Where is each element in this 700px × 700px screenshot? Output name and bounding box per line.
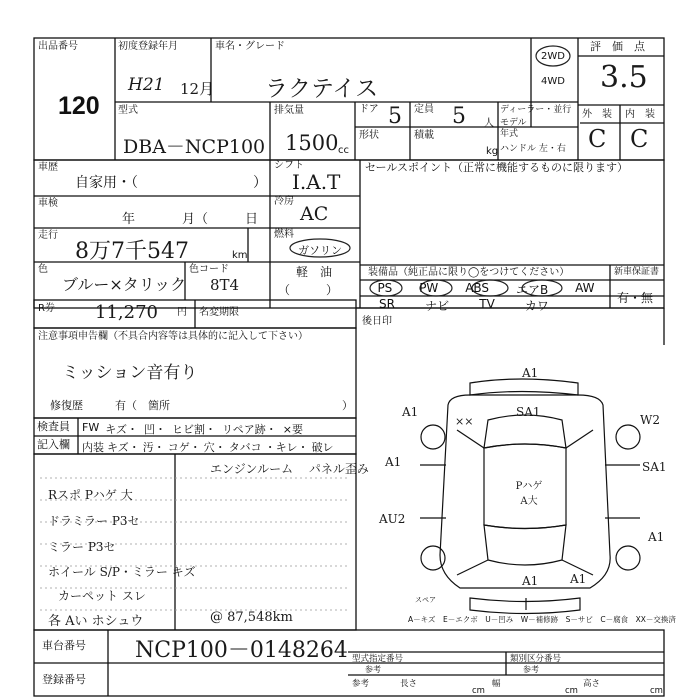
reference-label-3: 参考 xyxy=(352,679,370,689)
inspector-note-8: @ 87,548km xyxy=(210,610,293,625)
model-code: DBA－NCP100 xyxy=(123,136,266,158)
spare-label: スペア xyxy=(415,596,436,604)
fw-label: FW xyxy=(82,421,100,434)
chassis-number-label: 車台番号 xyxy=(42,639,86,652)
inspector-label: 検査員 xyxy=(37,420,70,433)
lot-number: 120 xyxy=(58,92,100,120)
interior-grade: C xyxy=(630,125,649,153)
rating-label: 評 価 点 xyxy=(590,40,645,53)
length-unit: cm xyxy=(472,686,485,696)
displacement-label: 排気量 xyxy=(274,105,304,116)
history-label: 車歴 xyxy=(38,162,58,173)
repair-history-label: 修復歴 xyxy=(50,399,83,412)
drive-2wd: 2WD xyxy=(541,51,565,62)
load-label: 積載 xyxy=(414,130,434,141)
interior-hole: 穴・ xyxy=(203,441,226,454)
recycle-amount: 11,270 xyxy=(95,302,158,323)
name-period-label: 名変期限 xyxy=(199,307,239,318)
car-grade-label: 車名・グレード xyxy=(215,41,285,52)
equipment-ps: PS xyxy=(377,281,393,295)
equipment-abs: ABS xyxy=(465,281,490,295)
defect-legend: A－キズ E－エクボ U－凹み W－補修跡 S－サビ C－腐食 XX－交換済 xyxy=(408,615,676,624)
diagram-mark-rear-right: A1 xyxy=(570,572,587,586)
fuel-other: （ ） xyxy=(278,283,339,297)
width-unit: cm xyxy=(565,686,578,696)
exterior-grade: C xyxy=(588,125,607,153)
notes-header: 注意事項申告欄（不具合内容等は具体的に記入して下さい） xyxy=(38,331,308,342)
aircon-value: AC xyxy=(300,203,329,225)
doors-value: 5 xyxy=(388,104,402,129)
shape-label: 形状 xyxy=(359,130,379,141)
diagram-mark-left-front: A1 xyxy=(402,405,419,419)
color-code-value: 8T4 xyxy=(210,276,240,294)
people-unit: 人 xyxy=(484,118,494,129)
inspection-day: 日 xyxy=(245,212,259,227)
equipment-navi: ナビ xyxy=(425,299,450,313)
aircon-label: 冷房 xyxy=(274,196,294,207)
interior-tear: 破レ xyxy=(311,441,334,454)
class-number-label: 類別区分番号 xyxy=(510,654,562,664)
recycle-label: R券 xyxy=(38,303,55,314)
fw-crack: ヒビ割・ xyxy=(172,423,216,436)
cc-unit: cc xyxy=(338,145,349,156)
diagram-mark-right-front: W2 xyxy=(640,413,660,427)
entry-label: 記入欄 xyxy=(37,438,70,451)
diagram-mark-roof: PハゲA大 xyxy=(515,481,543,507)
equipment-pw: PW xyxy=(419,281,439,295)
doors-label: ドア xyxy=(359,104,379,115)
score: 3.5 xyxy=(600,60,648,95)
interior-label-cell: 内装 xyxy=(82,441,104,454)
equipment-row-1 xyxy=(364,281,608,298)
sales-point-label: セールスポイント（正常に機能するものに限ります） xyxy=(365,161,629,174)
warranty-label: 新車保証書 xyxy=(614,267,660,277)
model-year-label: モデル 年式 xyxy=(500,118,527,139)
diagram-mark-left-rear: AU2 xyxy=(379,512,406,526)
diagram-mark-left-door: A1 xyxy=(385,455,402,469)
color-code-label: 色コード xyxy=(189,264,229,275)
inspection-label: 車検 xyxy=(38,198,58,209)
capacity-value: 5 xyxy=(452,104,466,129)
mileage-value: 8万7千547 xyxy=(75,239,189,264)
fw-legend-row xyxy=(82,421,303,437)
history-value: 自家用・（ xyxy=(75,175,138,191)
displacement-value: 1500 xyxy=(285,131,339,155)
yen-unit: 円 xyxy=(177,307,187,318)
drive-4wd: 4WD xyxy=(541,76,565,87)
notes-handwritten: ミッション音有り xyxy=(62,363,198,383)
equipment-tv: TV xyxy=(479,297,495,311)
fuel-label: 燃料 xyxy=(274,229,294,240)
equipment-sr: SR xyxy=(379,297,396,311)
exterior-label: 外 装 xyxy=(582,109,612,120)
repair-location-label: 箇所 xyxy=(148,399,170,412)
equipment-airbag: エアB xyxy=(515,283,549,297)
width-label: 幅 xyxy=(492,679,501,689)
shift-label: シフト xyxy=(274,160,304,171)
length-label: 長さ xyxy=(400,679,418,689)
fuel-diesel: 軽 油 xyxy=(296,265,333,279)
diagram-mark-hood: SA1 xyxy=(516,405,541,419)
equipment-aw: AW xyxy=(575,281,595,295)
first-registration-label: 初度登録年月 xyxy=(118,41,178,52)
inspector-note-3: ドラミラー P3セ xyxy=(48,514,140,528)
back-seat-label: 後日印 xyxy=(362,316,392,327)
fw-dent: 凹・ xyxy=(144,423,166,436)
equipment-row-2 xyxy=(364,297,564,314)
interior-dirt: 汚・ xyxy=(142,441,165,454)
km-unit: km xyxy=(232,250,248,261)
car-name: ラクテイス xyxy=(265,76,379,102)
inspector-note-5: ホイール S/P・ミラー キズ xyxy=(48,565,196,579)
fw-replace: ×要 xyxy=(282,423,303,436)
shift-value: I.A.T xyxy=(292,170,341,194)
height-unit: cm xyxy=(650,686,663,696)
color-label: 色 xyxy=(38,264,48,275)
fw-scratch: キズ・ xyxy=(105,423,138,436)
diagram-mark-rear: A1 xyxy=(522,574,539,588)
handle-label: ハンドル 左・右 xyxy=(500,144,566,154)
equipment-label: 装備品（純正品に限り◯をつけてください） xyxy=(368,267,570,278)
inspector-note-1: エンジンルーム パネル歪み xyxy=(210,462,369,476)
equipment-leather: カワ xyxy=(524,299,549,313)
height-label: 高さ xyxy=(583,679,601,689)
diagram-mark-xx: ×× xyxy=(455,415,474,428)
color-value: ブルー×タリック xyxy=(62,275,187,294)
interior-burn: コゲ・ xyxy=(167,441,201,454)
warranty-value: 有・無 xyxy=(617,291,654,305)
fuel-gasoline: ガソリン xyxy=(298,244,342,257)
repair-close: ） xyxy=(342,399,353,412)
chassis-number: NCP100－0148264 xyxy=(135,638,348,663)
dealer-label: ディーラー・並行 xyxy=(500,105,572,115)
diagram-mark-right-door: SA1 xyxy=(642,460,667,474)
interior-scratch: キズ・ xyxy=(107,441,140,454)
model-label: 型式 xyxy=(118,105,138,116)
inspector-note-7: 各 Aい ホシュウ xyxy=(48,614,144,629)
registration-era-year: H21 xyxy=(128,75,165,95)
reference-label-2: 参考 xyxy=(523,665,539,674)
inspector-note-4: ミラー P3セ xyxy=(48,540,116,554)
history-close: ） xyxy=(253,175,267,191)
diagram-mark-right-rear: A1 xyxy=(648,530,665,544)
diagram-mark-front: A1 xyxy=(522,366,539,380)
interior-tobacco: タバコ xyxy=(228,441,262,454)
mileage-label: 走行 xyxy=(38,230,58,241)
inspector-note-2: Rスポ Pハゲ 大 xyxy=(48,488,133,502)
inspection-year: 年 xyxy=(122,212,136,227)
interior-cut: ・キレ・ xyxy=(264,441,309,454)
lot-number-label: 出品番号 xyxy=(38,41,78,52)
interior-legend-row xyxy=(82,439,334,455)
reference-label-1: 参考 xyxy=(365,665,381,674)
capacity-label: 定員 xyxy=(414,104,434,115)
kg-unit: kg xyxy=(486,146,499,157)
inspector-note-6: カーペット スレ xyxy=(58,589,146,603)
inspection-month: 月（ xyxy=(182,212,209,227)
repair-present: 有（ xyxy=(115,399,137,412)
fw-repair: リペア跡・ xyxy=(222,423,277,436)
registration-month: 12月 xyxy=(180,80,215,98)
type-designation-label: 型式指定番号 xyxy=(352,654,404,664)
interior-label: 内 装 xyxy=(625,109,655,120)
registration-number-label: 登録番号 xyxy=(42,673,86,686)
